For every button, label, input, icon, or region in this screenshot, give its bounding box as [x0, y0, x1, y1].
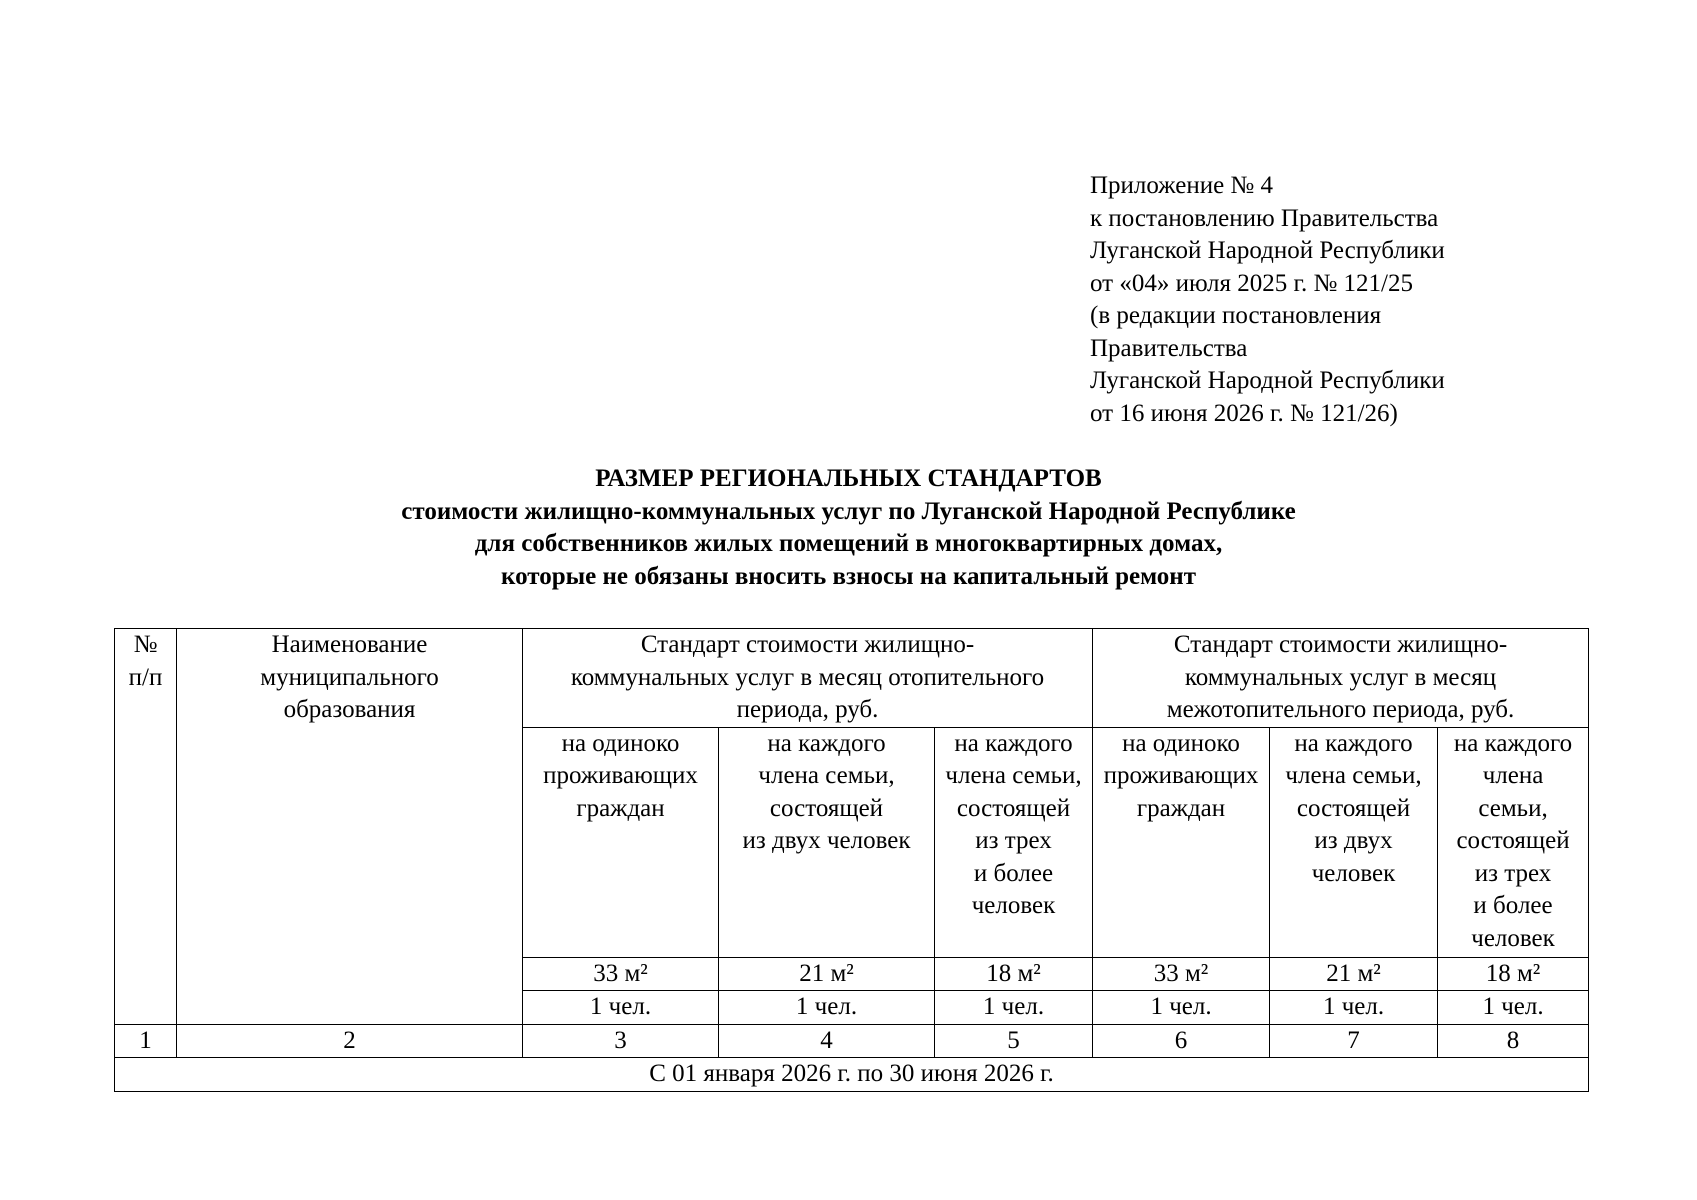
subheader-cell: на одиноко проживающих граждан: [523, 727, 719, 957]
column-number-cell: 7: [1270, 1024, 1438, 1058]
area-norm-cell: 21 м²: [719, 957, 935, 991]
subheader-cell: на каждого члена семьи, состоящей из двух человек: [1270, 727, 1438, 957]
header-non-heating-period: Стандарт стоимости жилищно- коммунальных услуг в месяц межотопительного периода, руб.: [1093, 629, 1589, 728]
area-norm-cell: 18 м²: [1438, 957, 1589, 991]
appendix-line: к постановлению Правительства: [1090, 204, 1439, 232]
appendix-line: (в редакции постановления: [1090, 302, 1382, 329]
appendix-line: от 16 июня 2026 г. № 121/26): [1090, 399, 1398, 427]
header-municipality-name: Наименование муниципального образования: [177, 629, 523, 1025]
column-number-cell: 1: [115, 1024, 177, 1058]
header-row-groups: [115, 629, 1589, 728]
appendix-line: Приложение № 4: [1090, 172, 1274, 199]
area-norm-cell: 21 м²: [1270, 957, 1438, 991]
period-row: [115, 1058, 1589, 1092]
column-number-cell: 6: [1093, 1024, 1270, 1058]
area-norm-cell: 18 м²: [935, 957, 1093, 991]
person-norm-cell: 1 чел.: [1093, 991, 1270, 1025]
person-norm-cell: 1 чел.: [1438, 991, 1589, 1025]
title-line: которые не обязаны вносить взносы на капитальный ремонт: [501, 562, 1196, 590]
area-norm-cell: 33 м²: [523, 957, 719, 991]
standards-table: [114, 628, 1589, 1092]
column-number-cell: 3: [523, 1024, 719, 1058]
appendix-line: от «04» июля 2025 г. № 121/25: [1090, 269, 1413, 297]
person-norm-cell: 1 чел.: [523, 991, 719, 1025]
title-line: для собственников жилых помещений в многоквартирных домах,: [474, 530, 1223, 557]
period-cell: С 01 января 2026 г. по 30 июня 2026 г.: [115, 1058, 1589, 1092]
header-number: № п/п: [115, 629, 177, 1025]
area-norm-cell: 33 м²: [1093, 957, 1270, 991]
column-number-row: [115, 1024, 1589, 1058]
appendix-line: Луганской Народной Республики: [1090, 367, 1445, 394]
subheader-cell: на каждого члена семьи, состоящей из двух человек: [719, 727, 935, 957]
person-norm-cell: 1 чел.: [719, 991, 935, 1025]
person-norm-cell: 1 чел.: [935, 991, 1093, 1025]
title-line: стоимости жилищно-коммунальных услуг по Луганской Народной Республике: [401, 497, 1296, 525]
header-heating-period: Стандарт стоимости жилищно- коммунальных услуг в месяц отопительного периода, руб.: [523, 629, 1093, 728]
subheader-cell: на каждого члена семьи, состоящей из трех и более человек: [935, 727, 1093, 957]
column-number-cell: 5: [935, 1024, 1093, 1058]
appendix-line: Луганской Народной Республики: [1090, 237, 1445, 264]
appendix-line: Правительства: [1090, 334, 1248, 362]
column-number-cell: 8: [1438, 1024, 1589, 1058]
title-line: РАЗМЕР РЕГИОНАЛЬНЫХ СТАНДАРТОВ: [595, 465, 1102, 492]
person-norm-cell: 1 чел.: [1270, 991, 1438, 1025]
subheader-cell: на каждого члена семьи, состоящей из трех и более человек: [1438, 727, 1589, 957]
column-number-cell: 4: [719, 1024, 935, 1058]
appendix-block: [1090, 170, 1445, 430]
subheader-cell: на одиноко проживающих граждан: [1093, 727, 1270, 957]
column-number-cell: 2: [177, 1024, 523, 1058]
document-title: [0, 463, 1697, 593]
